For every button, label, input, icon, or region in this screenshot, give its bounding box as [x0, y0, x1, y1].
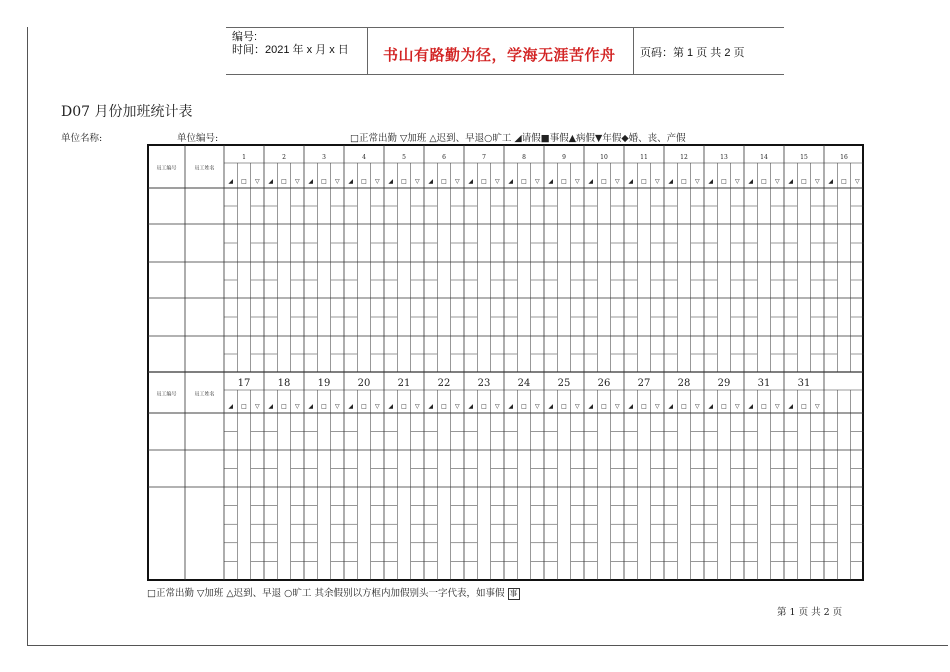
sub-mark: ◢ — [548, 403, 553, 410]
header-emp-name: 员工姓名 — [194, 391, 215, 398]
sub-mark: □ — [561, 178, 567, 185]
doc-time-label: 时间：2021 年 x 月 x 日 — [232, 44, 349, 56]
sub-mark: □ — [481, 403, 487, 410]
sub-mark: ◢ — [388, 403, 393, 410]
day-label: 5 — [402, 154, 406, 161]
sub-mark: ▽ — [775, 178, 780, 185]
sub-mark: □ — [321, 178, 327, 185]
day-label: 26 — [597, 378, 611, 389]
day-label: 29 — [717, 378, 731, 389]
day-label: 8 — [522, 154, 526, 161]
sub-mark: □ — [281, 403, 287, 410]
sub-mark: ◢ — [228, 403, 233, 410]
sub-mark: ◢ — [788, 403, 793, 410]
sub-mark: ▽ — [535, 178, 540, 185]
sub-mark: ◢ — [708, 403, 713, 410]
sub-mark: ▽ — [375, 178, 380, 185]
sub-mark: ▽ — [695, 403, 700, 410]
sub-mark: □ — [561, 403, 567, 410]
sub-mark: ◢ — [748, 403, 753, 410]
sub-mark: □ — [761, 403, 767, 410]
footer-note — [147, 585, 520, 600]
attendance-legend: □正常出勤 ▽加班 △迟到、早退○旷工 ◢请假■事假▲病假▼年假◆婚、丧、产假 — [350, 133, 686, 144]
header-emp-name: 员工姓名 — [194, 165, 215, 172]
sub-mark: ▽ — [615, 403, 620, 410]
day-label: 14 — [760, 154, 768, 161]
page-title: D07 月份加班统计表 — [61, 104, 193, 120]
sub-mark: ◢ — [548, 178, 553, 185]
day-label: 2 — [282, 154, 286, 161]
page-number: 第 1 页 共 2 页 — [777, 607, 843, 618]
sub-mark: ▽ — [655, 403, 660, 410]
sub-mark: □ — [601, 178, 607, 185]
day-label: 12 — [680, 154, 688, 161]
sub-mark: ▽ — [375, 403, 380, 410]
day-label: 18 — [277, 378, 291, 389]
sub-mark: □ — [521, 403, 527, 410]
sub-mark: □ — [241, 403, 247, 410]
sub-mark: ▽ — [815, 178, 820, 185]
sub-mark: □ — [761, 178, 767, 185]
sub-mark: ◢ — [428, 403, 433, 410]
day-label: 27 — [637, 378, 651, 389]
sub-mark: ▽ — [455, 403, 460, 410]
sub-mark: ◢ — [788, 178, 793, 185]
sub-mark: ◢ — [428, 178, 433, 185]
sub-mark: ▽ — [735, 403, 740, 410]
sub-mark: □ — [801, 403, 807, 410]
sub-mark: ▽ — [495, 403, 500, 410]
day-label: 28 — [677, 378, 691, 389]
sub-mark: □ — [601, 403, 607, 410]
page-indicator: 页码：第 1 页 共 2 页 — [640, 47, 745, 59]
sub-mark: ◢ — [668, 403, 673, 410]
sub-mark: ▽ — [335, 403, 340, 410]
day-label: 17 — [237, 378, 251, 389]
day-label: 16 — [840, 154, 848, 161]
day-label: 22 — [437, 378, 451, 389]
day-label: 3 — [322, 154, 326, 161]
sub-mark: ◢ — [748, 178, 753, 185]
sub-mark: □ — [481, 178, 487, 185]
header-emp-no: 员工编号 — [156, 391, 177, 398]
day-label: 13 — [720, 154, 728, 161]
sub-mark: ▽ — [495, 178, 500, 185]
sub-mark: ◢ — [828, 178, 833, 185]
day-label: 19 — [317, 378, 331, 389]
day-label: 6 — [442, 154, 446, 161]
sub-mark: □ — [681, 403, 687, 410]
sub-mark: ◢ — [588, 403, 593, 410]
day-label: 25 — [557, 378, 571, 389]
sub-mark: ▽ — [735, 178, 740, 185]
sub-mark: ▽ — [815, 403, 820, 410]
sub-mark: ▽ — [775, 403, 780, 410]
day-label: 1 — [242, 154, 246, 161]
sub-mark: ▽ — [535, 403, 540, 410]
sub-mark: ▽ — [855, 178, 860, 185]
footer-note-box: 事 — [509, 589, 518, 598]
sub-mark: □ — [681, 178, 687, 185]
sub-mark: ◢ — [588, 178, 593, 185]
sub-mark: ◢ — [668, 178, 673, 185]
day-label: 23 — [477, 378, 491, 389]
day-label: 10 — [600, 154, 608, 161]
day-label: 9 — [562, 154, 566, 161]
sub-mark: ◢ — [228, 178, 233, 185]
sub-mark: ▽ — [575, 178, 580, 185]
sub-mark: □ — [721, 403, 727, 410]
day-label: 21 — [397, 378, 411, 389]
sub-mark: □ — [641, 403, 647, 410]
sub-mark: ▽ — [255, 403, 260, 410]
sub-mark: □ — [361, 403, 367, 410]
unit-name-label: 单位名称: — [61, 133, 103, 144]
day-label: 24 — [517, 378, 531, 389]
sub-mark: ◢ — [268, 178, 273, 185]
sub-mark: □ — [441, 178, 447, 185]
sub-mark: □ — [721, 178, 727, 185]
sub-mark: □ — [241, 178, 247, 185]
sub-mark: □ — [321, 403, 327, 410]
sub-mark: □ — [441, 403, 447, 410]
sub-mark: ◢ — [348, 403, 353, 410]
sub-mark: □ — [521, 178, 527, 185]
sub-mark: ▽ — [695, 178, 700, 185]
sub-mark: ◢ — [468, 178, 473, 185]
sub-mark: □ — [641, 178, 647, 185]
sub-mark: ▽ — [615, 178, 620, 185]
sub-mark: ◢ — [308, 403, 313, 410]
footer-note-text: □正常出勤 ▽加班 △迟到、早退 ○旷工 其余假别以方框内加假别头一字代表，如事假 — [147, 588, 505, 599]
day-label: 20 — [357, 378, 371, 389]
sub-mark: ▽ — [295, 403, 300, 410]
sub-mark: ◢ — [708, 178, 713, 185]
day-label: 15 — [800, 154, 808, 161]
sub-mark: ◢ — [508, 403, 513, 410]
day-label: 31 — [797, 378, 811, 389]
table-frame — [148, 145, 863, 580]
sub-mark: ▽ — [455, 178, 460, 185]
unit-code-label: 单位编号: — [177, 133, 219, 144]
doc-code-label: 编号: — [232, 31, 258, 43]
sub-mark: □ — [281, 178, 287, 185]
sub-mark: ◢ — [628, 178, 633, 185]
sub-mark: □ — [401, 403, 407, 410]
sub-mark: □ — [801, 178, 807, 185]
sub-mark: □ — [401, 178, 407, 185]
sub-mark: ◢ — [308, 178, 313, 185]
day-label: 4 — [362, 154, 366, 161]
sub-mark: ▽ — [415, 178, 420, 185]
sub-mark: ▽ — [255, 178, 260, 185]
sub-mark: ◢ — [348, 178, 353, 185]
day-label: 7 — [482, 154, 486, 161]
sub-mark: ◢ — [628, 403, 633, 410]
day-label: 31 — [757, 378, 771, 389]
sub-mark: ▽ — [415, 403, 420, 410]
sub-mark: ▽ — [575, 403, 580, 410]
sub-mark: □ — [361, 178, 367, 185]
sub-mark: □ — [841, 178, 847, 185]
sub-mark: ◢ — [268, 403, 273, 410]
sub-mark: ▽ — [655, 178, 660, 185]
sub-mark: ◢ — [508, 178, 513, 185]
header-emp-no: 员工编号 — [156, 165, 177, 172]
sub-mark: ▽ — [335, 178, 340, 185]
slogan-text: 书山有路勤为径，学海无涯苦作舟 — [383, 46, 616, 64]
day-label: 11 — [640, 154, 648, 161]
sub-mark: ◢ — [388, 178, 393, 185]
sub-mark: ▽ — [295, 178, 300, 185]
sub-mark: ◢ — [468, 403, 473, 410]
